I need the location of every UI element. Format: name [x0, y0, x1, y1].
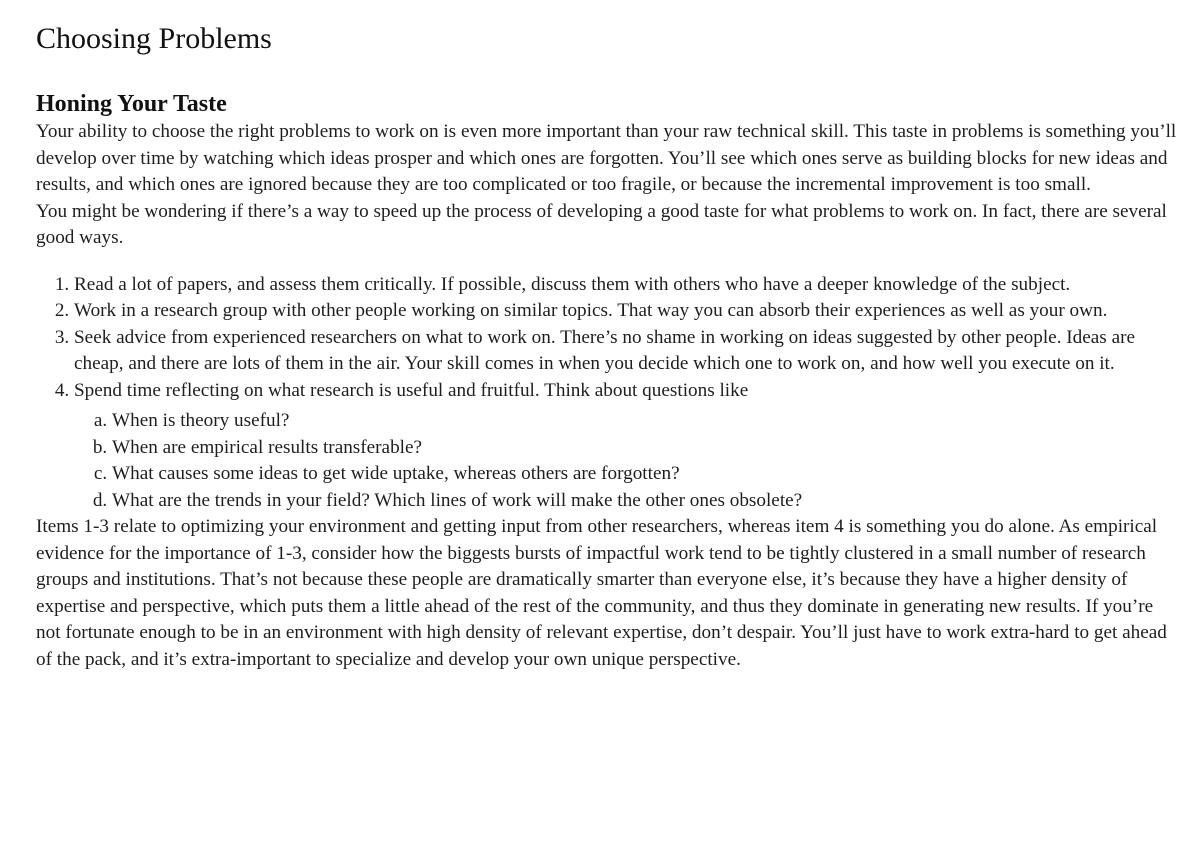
- sub-list-item: d. What are the trends in your field? Which lines of work will make the other ones obsolete?: [112, 488, 1177, 515]
- sub-list-item: c. What causes some ideas to get wide uptake, whereas others are forgotten?: [112, 461, 1177, 488]
- sub-list-item: a. When is theory useful?: [112, 408, 1177, 435]
- section-title: Honing Your Taste: [36, 91, 227, 117]
- list-item: [74, 378, 1177, 515]
- page-title: Choosing Problems: [36, 22, 272, 55]
- questions-sublist: [74, 408, 1177, 514]
- list-item: 3. Seek advice from experienced researchers on what to work on. There’s no shame in working on ideas suggested by other people. Ideas are cheap, and there are lots of them in the air. Your skill comes in when you decide which one to work on, and how well you execute on it.: [74, 325, 1177, 378]
- paragraph-environment: Items 1-3 relate to optimizing your environment and getting input from other researchers, whereas item 4 is something you do alone. As empirical evidence for the importance of 1-3, consider how the biggests bursts of impactful work tend to be tightly clustered in a small number of research groups and institutions. That’s not because these people are dramatically smarter than everyone else, it’s because they have a higher density of expertise and perspective, which puts them a little ahead of the rest of the community, and thus they dominate in generating new results. If you’re not fortunate enough to be in an environment with high density of relevant expertise, don’t despair. You’ll just have to work extra-hard to get ahead of the pack, and it’s extra-important to specialize and develop your own unique perspective.: [36, 516, 1167, 670]
- list-item-text: Spend time reflecting on what research is useful and fruitful. Think about questions like: [74, 379, 749, 401]
- paragraph-taste-intro: Your ability to choose the right problems to work on is even more important than your raw technical skill. This taste in problems is something you’ll develop over time by watching which ideas prosper and which ones are forgotten. You’ll see which ones serve as building blocks for new ideas and results, and which ones are ignored because they are too complicated or too fragile, or because the incremental improvement is too small.: [36, 121, 1177, 195]
- advice-list: [36, 272, 1177, 515]
- paragraph-speed-up: You might be wondering if there’s a way to speed up the process of developing a good taste for what problems to work on. In fact, there are several good ways.: [36, 200, 1167, 248]
- list-item: 1. Read a lot of papers, and assess them critically. If possible, discuss them with others who have a deeper knowledge of the subject.: [74, 272, 1177, 299]
- sub-list-item: b. When are empirical results transferable?: [112, 435, 1177, 462]
- list-item: 2. Work in a research group with other people working on similar topics. That way you can absorb their experiences as well as your own.: [74, 298, 1177, 325]
